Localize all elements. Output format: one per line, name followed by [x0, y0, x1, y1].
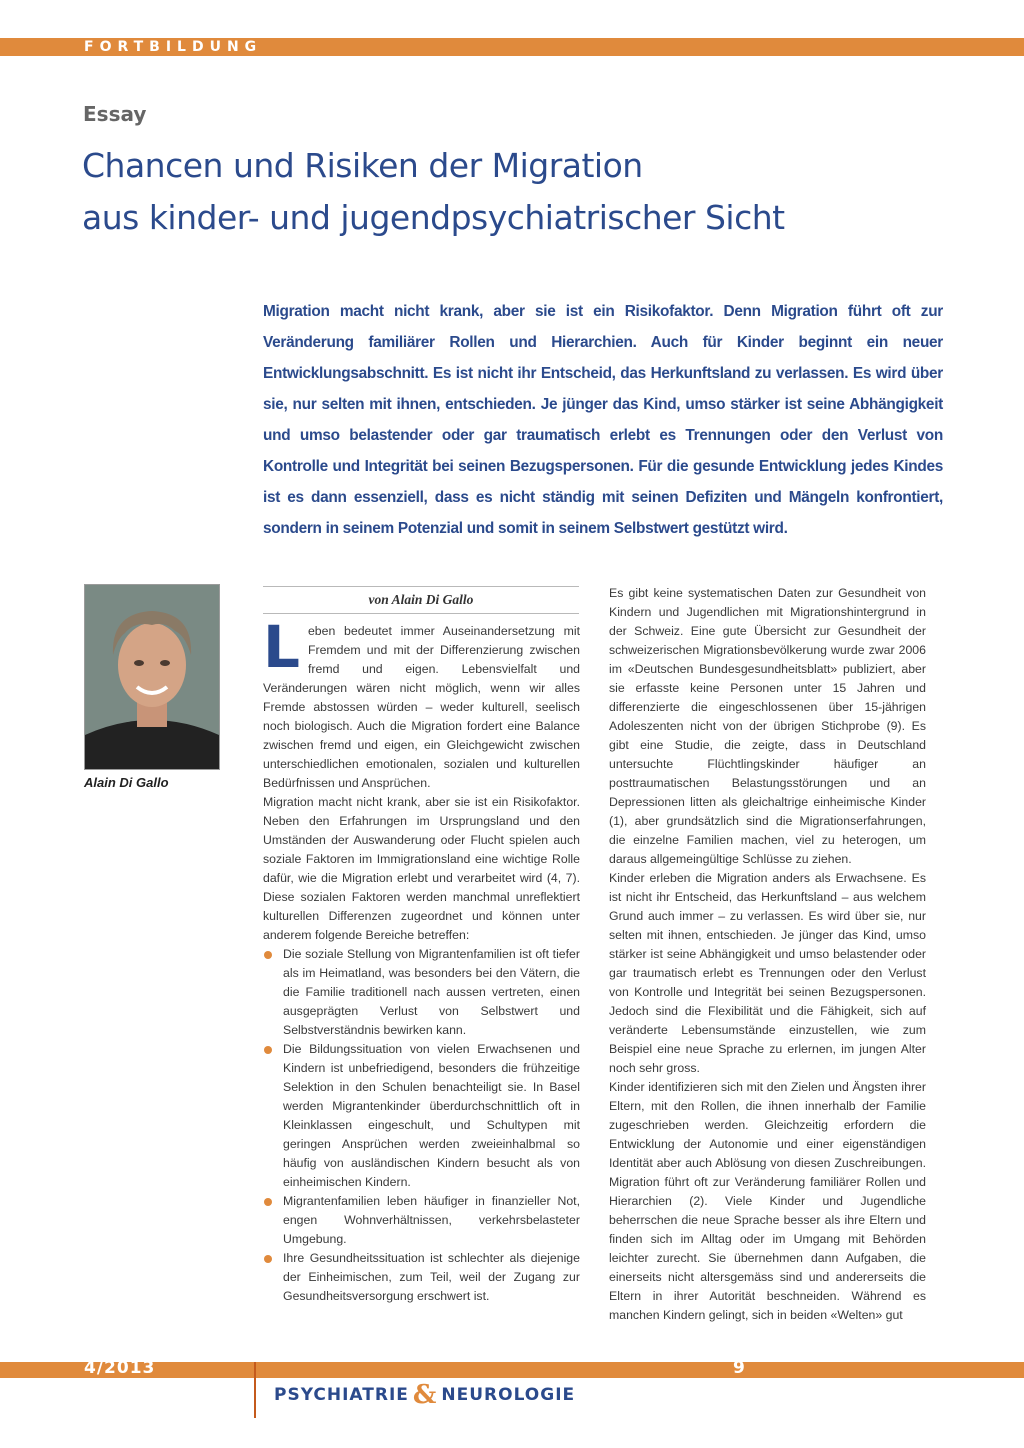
- text-column-1: [263, 613, 580, 1306]
- paragraph: [263, 613, 580, 793]
- paragraph: Migration macht nicht krank, aber sie ist ein Risikofaktor. Neben den Erfahrungen im Ursprungsland und den Umständen der Auswanderung oder Flucht spielen auch soziale Faktoren im Immigrationsland eine wichtige Rolle dafür, wie die Migration erlebt und verarbeitet wird (4, 7). Diese sozialen Faktoren werden manchmal unreflektiert kulturellen Differenzen zugeordnet und können unter anderem folgende Bereiche betreffen:: [263, 795, 580, 942]
- paragraph: Es gibt keine systematischen Daten zur Gesundheit von Kindern und Jugendlichen mit Migrationshintergrund in der Schweiz. Eine gute Übersicht zur Gesundheit der schweizerischen Migrationsbevölkerung wurde zwar 2006 im «Deutschen Bundesgesundheitsblatt» publiziert, aber sie erfasste keine Personen unter 15 Jahren und differenzierte die eingeschlossenen über 15-jährigen Adoleszenten nicht von der übrigen Stichprobe (9). Es gibt eine Studie, die zeigte, dass in Deutschland untersuchte Flüchtlingskinder häufiger an posttraumatischen Belastungsstörungen und an Depressionen litten als gleichaltrige einheimische Kinder (1), aber grundsätzlich sind die Migrationserfahrungen, die einzelne Familien machen, viel zu heterogen, um daraus allgemeingültige Schlüsse zu ziehen.: [609, 586, 926, 866]
- photo-caption: Alain Di Gallo: [84, 775, 169, 790]
- journal-name-left: PSYCHIATRIE: [274, 1385, 409, 1405]
- article-title-line-1: Chancen und Risiken der Migration: [82, 146, 643, 185]
- bullet-list: [263, 945, 580, 1306]
- list-item-text: Migrantenfamilien leben häufiger in finanzieller Not, engen Wohnverhältnissen, verkehrsbelasteter Umgebung.: [283, 1194, 580, 1246]
- list-item: [263, 945, 580, 1040]
- journal-logo: [274, 1380, 575, 1410]
- bullet-icon: [264, 1198, 272, 1206]
- footer-divider: [254, 1362, 256, 1418]
- paragraph: Kinder erleben die Migration anders als Erwachsene. Es ist nicht ihr Entscheid, das Herkunftsland – aus welchem Grund auch immer – zu verlassen. Es wird über sie, nur selten mit ihnen, entschieden. Je jünger das Kind, umso stärker ist seine Abhängigkeit und umso belastender oder gar traumatisch erlebt es Trennungen oder den Verlust von Kontrolle und Integrität bei seinen Bezugspersonen. Jedoch sind die Flexibilität und die Fähigkeit, sich auf veränderte Lebensumstände einzustellen, wie zum Beispiel eine neue Sprache zu erlernen, im jungen Alter noch sehr gross.: [609, 871, 926, 1075]
- page-number: 9: [733, 1358, 745, 1378]
- author-portrait-image: [85, 585, 219, 769]
- paragraph: Kinder identifizieren sich mit den Zielen und Ängsten ihrer Eltern, mit den Rollen, die ihnen innerhalb der Familie zugeschrieben werden. Gleichzeitig erfordern die Entwicklung der Autonomie und einer eigenständigen Identität aber auch Ablösung von diesen Zuschreibungen. Migration führt oft zur Veränderung familiärer Rollen und Hierarchien (2). Viele Kinder und Jugendliche beherrschen die neue Sprache besser als ihre Eltern und finden sich im Alltag oder im Umgang mit Behörden leichter zurecht. Sie übernehmen dann Aufgaben, die einerseits nicht altersgemäss sind und andererseits die Eltern in ihrer Autorität beschneiden. Während es manchen Kindern gelingt, sich in beiden «Welten» gut: [609, 1080, 926, 1322]
- journal-name-right: NEUROLOGIE: [441, 1385, 576, 1405]
- bullet-icon: [264, 1255, 272, 1263]
- list-item-text: Die Bildungssituation von vielen Erwachsenen und Kindern ist unbefriedigend, besonders die frühzeitige Selektion in den Schulen benachteiligt sie. In Basel werden Migrantenkinder überdurchschnittlich oft in Kleinklassen eingeschult, und Schultypen mit geringen Ansprüchen werden zweieinhalbmal so häufig von ausländischen Kindern besucht als von einheimischen Kindern.: [283, 1042, 580, 1189]
- journal-ampersand: &: [412, 1380, 438, 1410]
- bullet-icon: [264, 1046, 272, 1054]
- list-item-text: Die soziale Stellung von Migrantenfamilien ist oft tiefer als im Heimatland, was besonders bei den Vätern, die die Familie traditionell nach aussen vertreten, einen ausgeprägten Verlust von Selbstwert und Selbstverständnis bewirken kann.: [283, 947, 580, 1037]
- article-title: [82, 140, 982, 244]
- section-label: FORTBILDUNG: [84, 39, 263, 55]
- drop-cap: L: [263, 613, 300, 681]
- bullet-icon: [264, 951, 272, 959]
- article-title-line-2: aus kinder- und jugendpsychiatrischer Sicht: [82, 198, 785, 237]
- list-item: [263, 1040, 580, 1192]
- article-kicker: Essay: [83, 102, 147, 126]
- list-item: [263, 1249, 580, 1306]
- list-item: [263, 1192, 580, 1249]
- list-item-text: Ihre Gesundheitssituation ist schlechter als diejenige der Einheimischen, zum Teil, weil der Zugang zur Gesundheitsversorgung erschwert ist.: [283, 1251, 580, 1303]
- issue-number: 4/2013: [84, 1358, 156, 1378]
- text-column-2: [609, 584, 926, 1325]
- article-lead: Migration macht nicht krank, aber sie ist ein Risikofaktor. Denn Migration führt oft zur Veränderung familiärer Rollen und Hierarchien. Auch für Kinder beginnt ein neuer Entwicklungsabschnitt. Es ist nicht ihr Entscheid, das Herkunftsland zu verlassen. Es wird über sie, nur selten mit ihnen, entschieden. Je jünger das Kind, umso stärker ist seine Abhängigkeit und umso belastender oder gar traumatisch erlebt es Trennungen oder den Verlust von Kontrolle und Integrität bei seinen Bezugspersonen. Für die gesunde Entwicklung jedes Kindes ist es dann essenziell, dass es nicht ständig mit seinen Defiziten und Mängeln konfrontiert, sondern in seinem Potenzial und somit in seinem Selbstwert gestützt wird.: [263, 303, 943, 537]
- author-byline: von Alain Di Gallo: [263, 586, 579, 614]
- paragraph-text: eben bedeutet immer Auseinandersetzung mit Fremdem und mit der Differenzierung zwischen fremd und eigen. Lebensvielfalt und Veränderungen wären nicht möglich, wenn wir alles Fremde abstossen würden – weder kulturell, seelisch noch biologisch. Auch die Migration fordert eine Balance zwischen fremd und eigen, ein Gleichgewicht zwischen unterschiedlichen emotionalen, sozialen und kulturellen Bedürfnissen und Ansprüchen.: [263, 624, 580, 790]
- section-header-bar: [0, 38, 1024, 56]
- author-photo: [84, 584, 220, 770]
